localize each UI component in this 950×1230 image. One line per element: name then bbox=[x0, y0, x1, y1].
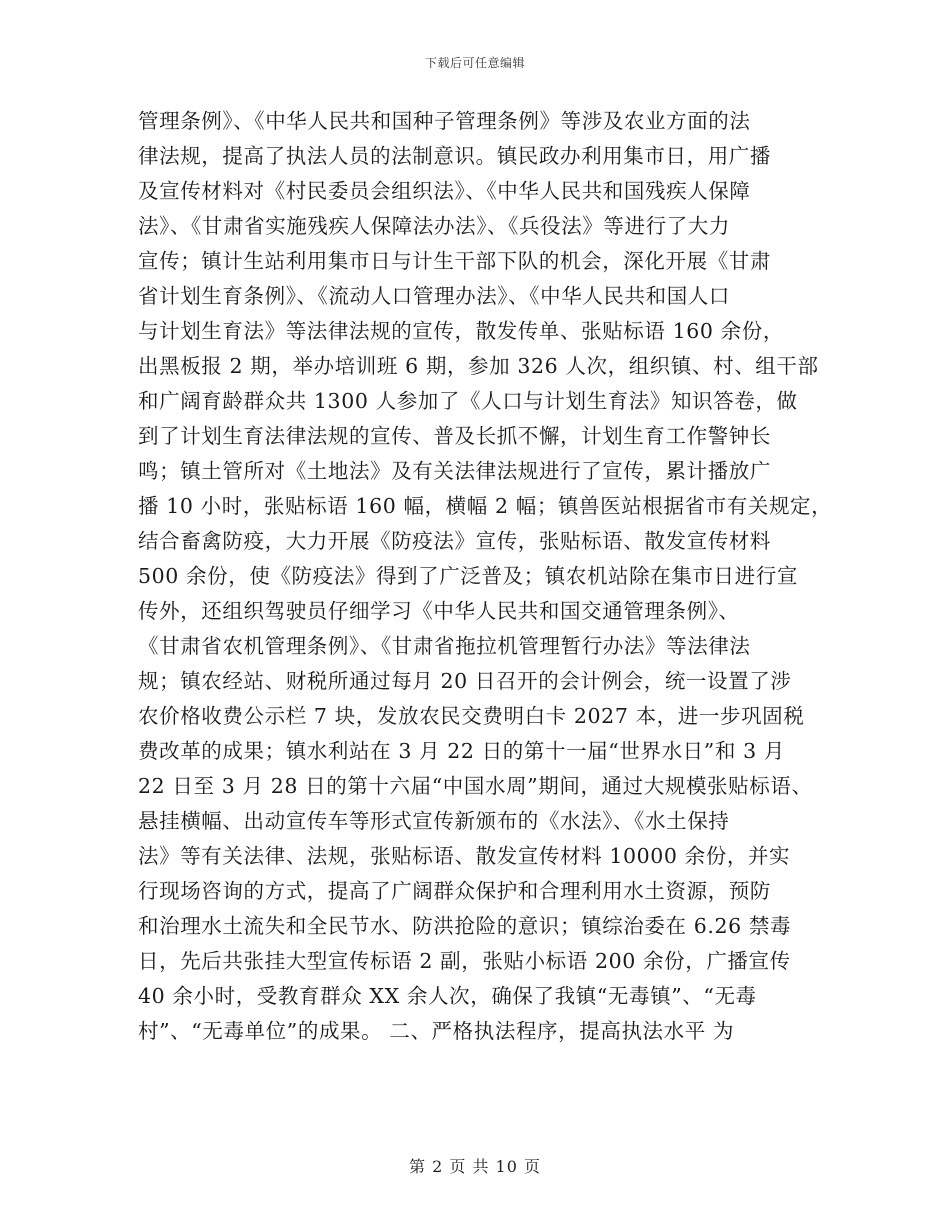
text-line: 律法规，提高了执法人员的法制意识。镇民政办利用集市日，用广播 bbox=[138, 144, 771, 168]
text-line: 和广阔育龄群众共 1300 人参加了《人口与计划生育法》知识答卷，做 bbox=[138, 389, 798, 413]
text-line: 宣传；镇计生站利用集市日与计生干部下队的机会，深化开展《甘肃 bbox=[138, 249, 771, 273]
text-line: 鸣；镇土管所对《土地法》及有关法律法规进行了宣传，累计播放广 bbox=[138, 459, 771, 483]
text-line: 结合畜禽防疫，大力开展《防疫法》宣传，张贴标语、散发宣传材料 bbox=[138, 529, 771, 553]
text-line: 村”、“无毒单位”的成果。 二、严格执法程序，提高执法水平 为 bbox=[138, 1019, 735, 1043]
text-line: 播 10 小时，张贴标语 160 幅，横幅 2 幅；镇兽医站根据省市有关规定， bbox=[138, 494, 833, 518]
text-line: 500 余份，使《防疫法》得到了广泛普及；镇农机站除在集市日进行宣 bbox=[138, 564, 798, 588]
page-header-note: 下载后可任意编辑 bbox=[424, 56, 525, 70]
text-line: 22 日至 3 月 28 日的第十六届“中国水周”期间，通过大规模张贴标语、 bbox=[138, 774, 813, 798]
text-line: 《甘肃省农机管理条例》、《甘肃省拖拉机管理暂行办法》等法律法 bbox=[138, 634, 751, 658]
text-line: 及宣传材料对《村民委员会组织法》、《中华人民共和国残疾人保障 bbox=[138, 179, 751, 203]
text-line: 传外，还组织驾驶员仔细学习《中华人民共和国交通管理条例》、 bbox=[138, 599, 740, 623]
text-line: 和治理水土流失和全民节水、防洪抢险的意识；镇综治委在 6.26 禁毒 bbox=[138, 914, 792, 938]
page-number: 第 2 页 共 10 页 bbox=[409, 1157, 541, 1176]
text-line: 费改革的成果；镇水利站在 3 月 22 日的第十一届“世界水日”和 3 月 bbox=[138, 739, 785, 763]
text-line: 与计划生育法》等法律法规的宣传，散发传单、张贴标语 160 余份， bbox=[138, 319, 784, 343]
text-line: 管理条例》、《中华人民共和国种子管理条例》等涉及农业方面的法 bbox=[138, 109, 751, 133]
text-line: 法》、《甘肃省实施残疾人保障法办法》、《兵役法》等进行了大力 bbox=[138, 214, 730, 238]
text-line: 省计划生育条例》、《流动人口管理办法》、《中华人民共和国人口 bbox=[138, 284, 730, 308]
text-line: 到了计划生育法律法规的宣传、普及长抓不懈，计划生育工作警钟长 bbox=[138, 424, 771, 448]
text-line: 法》等有关法律、法规，张贴标语、散发宣传材料 10000 余份，并实 bbox=[138, 844, 791, 868]
text-line: 规；镇农经站、财税所通过每月 20 日召开的会计例会，统一设置了涉 bbox=[138, 669, 792, 693]
document-body bbox=[138, 104, 833, 1049]
text-line: 40 余小时，受教育群众 XX 余人次，确保了我镇“无毒镇”、“无毒 bbox=[138, 984, 757, 1008]
text-line: 日，先后共张挂大型宣传标语 2 副，张贴小标语 200 余份，广播宣传 bbox=[138, 949, 791, 973]
text-line: 悬挂横幅、出动宣传车等形式宣传新颁布的《水法》、《水土保持 bbox=[138, 809, 730, 833]
text-line: 行现场咨询的方式，提高了广阔群众保护和合理利用水土资源，预防 bbox=[138, 879, 771, 903]
text-line: 出黑板报 2 期，举办培训班 6 期，参加 326 人次，组织镇、村、组干部 bbox=[138, 354, 819, 378]
text-line: 农价格收费公示栏 7 块，发放农民交费明白卡 2027 本，进一步巩固税 bbox=[138, 704, 805, 728]
